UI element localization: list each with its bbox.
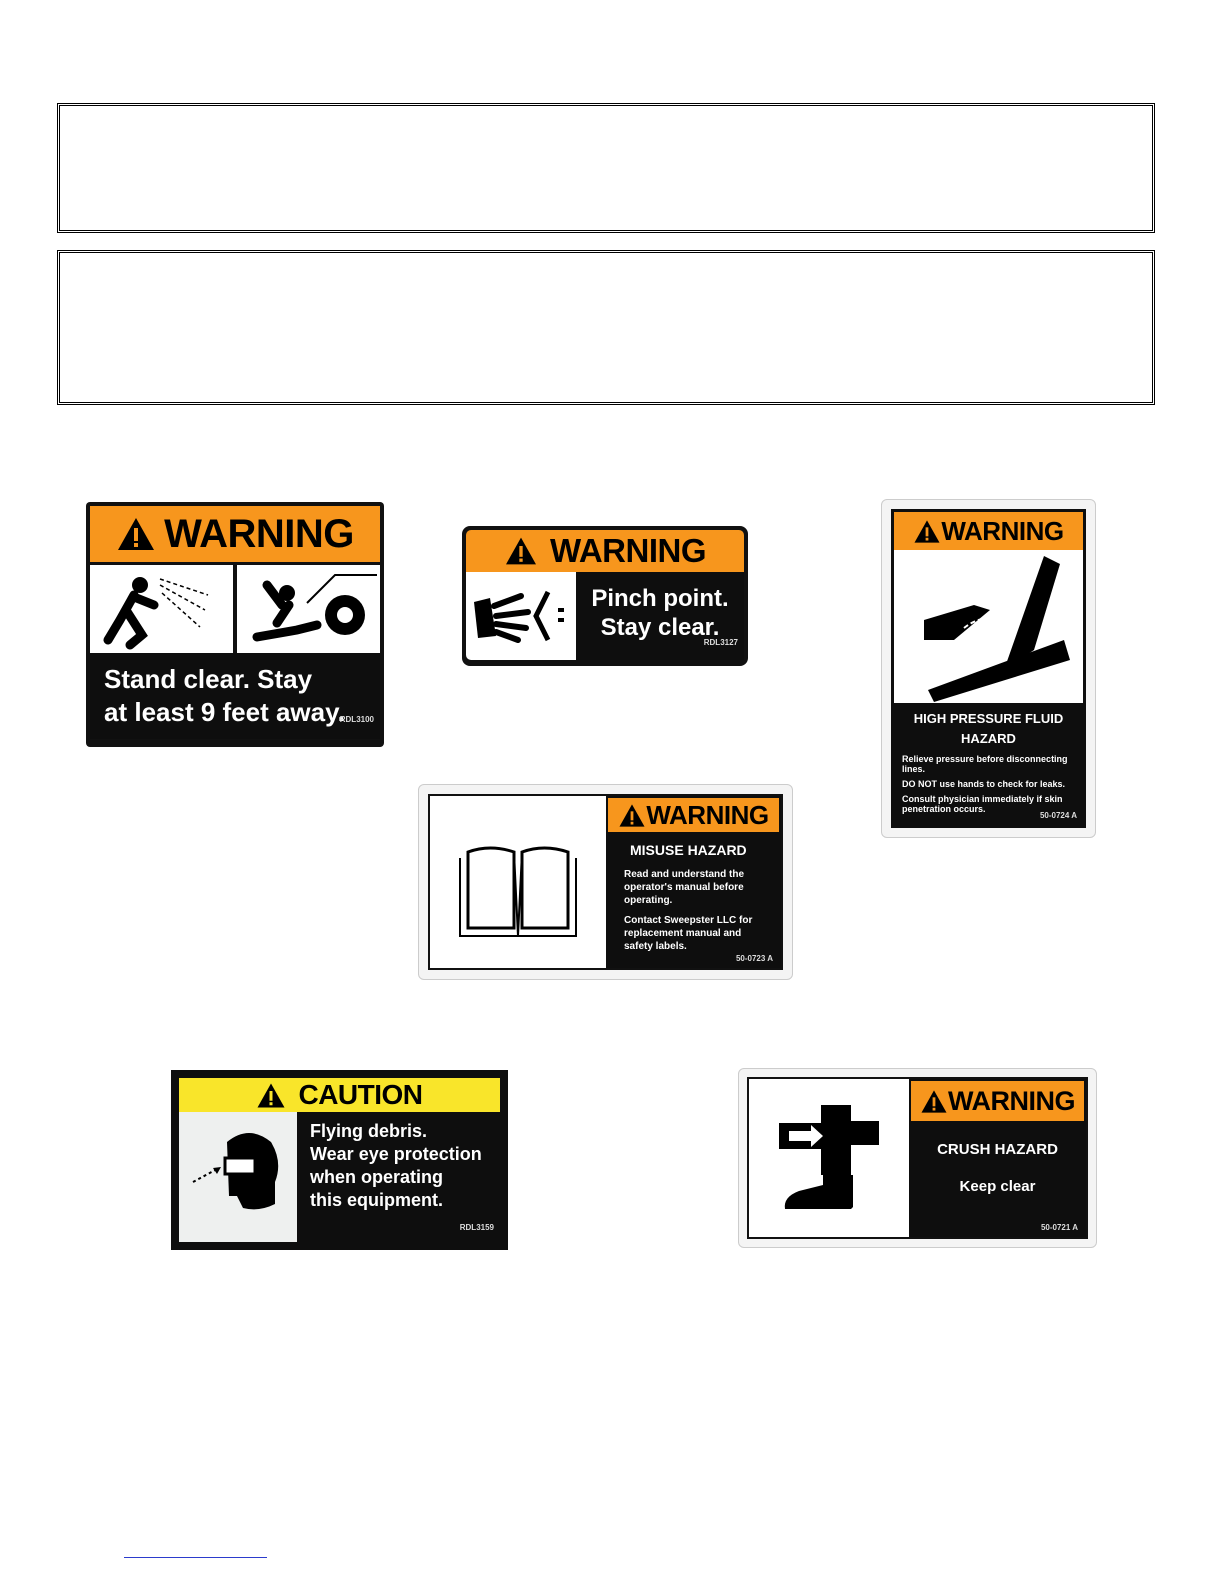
hand-pinch-icon bbox=[466, 572, 576, 660]
part-number: 50-0724 A bbox=[1039, 811, 1077, 820]
decal-header-label: WARNING bbox=[550, 532, 706, 569]
blank-text-box-1 bbox=[57, 103, 1155, 233]
decal-header-label: WARNING bbox=[941, 515, 1064, 546]
hazard-title: CRUSH HAZARD bbox=[937, 1141, 1058, 1158]
decal-header bbox=[466, 530, 744, 572]
warning-triangle-icon bbox=[913, 519, 941, 544]
part-number: RDL3100 bbox=[339, 715, 374, 724]
decal-message-line1: Pinch point. bbox=[591, 585, 729, 612]
thrown-objects-icon bbox=[90, 565, 233, 653]
warning-triangle-icon bbox=[256, 1082, 286, 1109]
eye-protection-icon bbox=[179, 1112, 297, 1242]
decal-pinch-point bbox=[462, 526, 748, 666]
decal-message-line2: Stay clear. bbox=[600, 614, 720, 641]
decal-message-line4: this equipment. bbox=[310, 1190, 444, 1210]
part-number: RDL3159 bbox=[459, 1223, 494, 1232]
entanglement-icon bbox=[237, 565, 380, 653]
part-number: RDL3127 bbox=[703, 638, 738, 647]
decal-crush-hazard bbox=[738, 1068, 1097, 1248]
warning-triangle-icon bbox=[920, 1089, 948, 1114]
hazard-text-2: DO NOT use hands to check for leaks. bbox=[902, 779, 1066, 789]
blank-text-box-2 bbox=[57, 250, 1155, 405]
decal-header bbox=[90, 506, 380, 562]
hazard-text-1: Read and understand the operator's manual before operating. bbox=[624, 869, 745, 906]
hazard-title-line1: HIGH PRESSURE FLUID bbox=[913, 711, 1064, 726]
hazard-title-line2: HAZARD bbox=[961, 731, 1016, 746]
decal-header bbox=[608, 798, 779, 832]
footer-link-underline bbox=[124, 1557, 267, 1558]
hazard-text-1: Relieve pressure before disconnecting lines. bbox=[902, 754, 1068, 774]
decal-header bbox=[911, 1081, 1084, 1121]
decal-header bbox=[179, 1078, 500, 1112]
warning-triangle-icon bbox=[504, 536, 538, 566]
warning-triangle-icon bbox=[618, 803, 646, 828]
hazard-text-3: Consult physician immediately if skin penetration occurs. bbox=[902, 794, 1063, 814]
warning-triangle-icon bbox=[116, 516, 156, 552]
manual-book-icon bbox=[430, 796, 606, 968]
hazard-text-2: Contact Sweepster LLC for replacement manual and safety labels. bbox=[624, 915, 753, 952]
decal-stand-clear bbox=[86, 502, 384, 747]
decal-flying-debris bbox=[171, 1070, 508, 1250]
part-number: 50-0723 A bbox=[735, 954, 773, 963]
decal-high-pressure-fluid bbox=[881, 499, 1096, 838]
decal-header-label: WARNING bbox=[164, 511, 354, 556]
hazard-subtitle: Keep clear bbox=[959, 1178, 1036, 1195]
decal-header-label: WARNING bbox=[948, 1085, 1075, 1116]
decal-header bbox=[894, 512, 1083, 550]
decal-message-line3: when operating bbox=[310, 1167, 444, 1187]
decal-message-line2: Wear eye protection bbox=[310, 1144, 482, 1164]
fluid-injection-icon bbox=[894, 550, 1083, 703]
decal-message-line1: Flying debris. bbox=[310, 1121, 428, 1141]
decal-message-line1: Stand clear. Stay bbox=[104, 664, 313, 694]
decal-header-label: CAUTION bbox=[298, 1079, 423, 1110]
part-number: 50-0721 A bbox=[1040, 1223, 1078, 1232]
hazard-title: MISUSE HAZARD bbox=[630, 842, 747, 858]
decal-header-label: WARNING bbox=[646, 799, 769, 830]
crush-boot-icon bbox=[749, 1079, 909, 1237]
decal-misuse-hazard bbox=[418, 784, 793, 980]
decal-message-line2: at least 9 feet away. bbox=[104, 697, 345, 727]
